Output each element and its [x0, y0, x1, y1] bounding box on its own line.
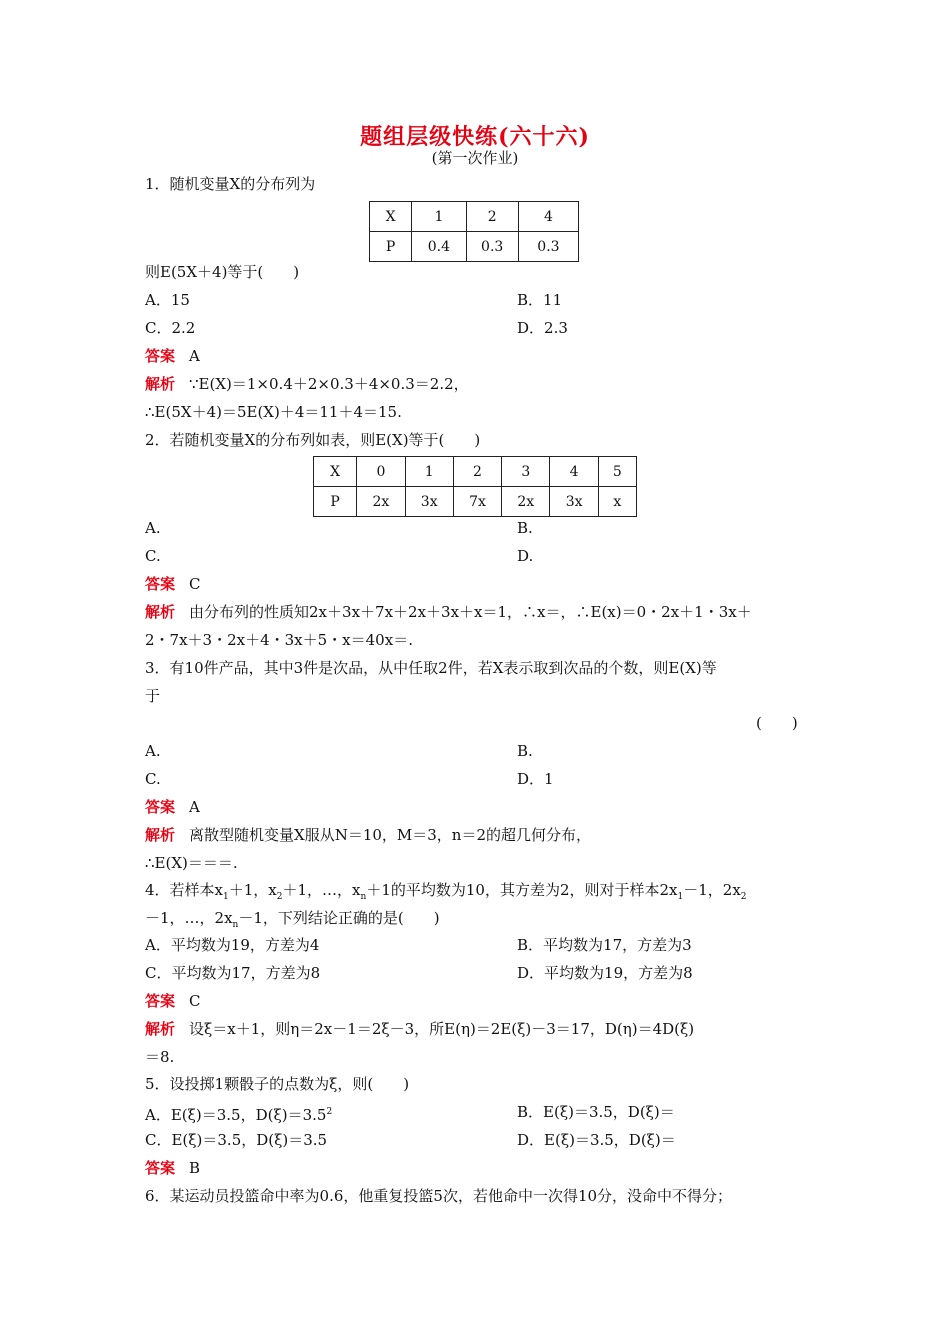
stem-text: ＋1的平均数为10，其方差为2，则对于样本2x: [366, 881, 678, 899]
q6-stem: 6．某运动员投篮命中率为0.6，他重复投篮5次，若他命中一次得10分，没命中不得分；: [145, 1187, 733, 1205]
option-text: A．E(ξ)＝3.5，D(ξ)＝3.5: [145, 1106, 327, 1124]
q2-distribution-table: [313, 456, 637, 517]
q1-analysis: [145, 374, 469, 394]
table-cell: 2x: [357, 487, 405, 517]
q4-analysis: [145, 1019, 694, 1039]
table-cell: X: [314, 457, 357, 487]
answer-value: A: [189, 347, 200, 365]
q3-answer: [145, 797, 200, 817]
q2-option-a: A.: [145, 519, 161, 537]
analysis-label: 解析: [145, 1020, 176, 1038]
q1-option-c: C．2.2: [145, 319, 196, 337]
table-cell: 0.3: [466, 232, 518, 262]
table-cell: 4: [518, 202, 578, 232]
q3-stem-line-2: 于: [145, 687, 161, 705]
q2-stem: 2．若随机变量X的分布列如表，则E(X)等于( ): [145, 431, 481, 449]
q3-stem: 3．有10件产品，其中3件是次品，从中任取2件，若X表示取到次品的个数，则E(X)等: [145, 659, 717, 677]
table-cell: 4: [550, 457, 598, 487]
page-subtitle: (第一次作业): [431, 149, 519, 167]
table-row: [314, 487, 637, 517]
q2-answer: [145, 574, 201, 594]
q2-analysis-line-2: 2・7x＋3・2x＋4・3x＋5・x＝40x＝.: [145, 631, 413, 649]
answer-label: 答案: [145, 347, 176, 365]
stem-text: 4．若样本x: [145, 881, 224, 899]
q4-option-d: D．平均数为19，方差为8: [517, 964, 693, 982]
answer-label: 答案: [145, 575, 176, 593]
page-title: 题组层级快练(六十六): [360, 124, 590, 150]
table-cell: 2: [453, 457, 501, 487]
q2-option-d: D.: [517, 547, 534, 565]
q1-analysis-line-2: ∴E(5X＋4)＝5E(X)＋4＝11＋4＝15.: [145, 403, 402, 421]
q5-option-a: [145, 1102, 332, 1125]
q5-option-b: B．E(ξ)＝3.5，D(ξ)＝: [517, 1103, 675, 1121]
answer-label: 答案: [145, 1159, 176, 1177]
table-cell: X: [370, 202, 412, 232]
q4-option-c: C．平均数为17，方差为8: [145, 964, 321, 982]
subscript: 1: [677, 892, 684, 902]
table-cell: 2x: [502, 487, 550, 517]
table-row: [370, 232, 579, 262]
analysis-text: ∵E(X)＝1×0.4＋2×0.3＋4×0.3＝2.2，: [189, 375, 469, 393]
q2-analysis: [145, 602, 752, 622]
table-row: [314, 457, 637, 487]
subscript: n: [360, 892, 367, 902]
table-cell: 1: [412, 202, 466, 232]
q3-analysis-line-2: ∴E(X)＝＝＝.: [145, 854, 238, 872]
subscript: 1: [223, 892, 229, 902]
q4-stem: [145, 880, 747, 907]
q5-option-c: C．E(ξ)＝3.5，D(ξ)＝3.5: [145, 1131, 328, 1149]
q4-option-b: B．平均数为17，方差为3: [517, 936, 692, 954]
q4-stem-line-2: [145, 908, 440, 935]
q4-analysis-line-2: ＝8.: [145, 1048, 175, 1066]
stem-text: －1，下列结论正确的是( ): [238, 909, 440, 927]
table-cell: 3x: [550, 487, 598, 517]
answer-value: A: [189, 798, 200, 816]
subscript: 2: [276, 892, 283, 902]
stem-text: －1，…，2x: [145, 909, 233, 927]
q5-stem: 5．设投掷1颗骰子的点数为ξ，则( ): [145, 1075, 410, 1093]
q3-option-c: C.: [145, 770, 161, 788]
table-cell: 3x: [405, 487, 453, 517]
q3-option-d: D．1: [517, 770, 554, 788]
subscript: 2: [740, 892, 747, 902]
table-cell: 5: [598, 457, 636, 487]
q5-option-d: D．E(ξ)＝3.5，D(ξ)＝: [517, 1131, 676, 1149]
q1-option-a: A．15: [145, 291, 190, 309]
answer-value: C: [189, 992, 201, 1010]
q1-stem: 1．随机变量X的分布列为: [145, 175, 316, 193]
table-cell: 3: [502, 457, 550, 487]
analysis-label: 解析: [145, 603, 176, 621]
answer-value: B: [189, 1159, 201, 1177]
q1-answer: [145, 346, 200, 366]
table-cell: P: [314, 487, 357, 517]
analysis-label: 解析: [145, 826, 176, 844]
answer-label: 答案: [145, 992, 176, 1010]
q1-option-b: B．11: [517, 291, 563, 309]
superscript: 2: [326, 1107, 333, 1117]
stem-text: ＋1，…，x: [282, 881, 361, 899]
q4-option-a: A．平均数为19，方差为4: [145, 936, 320, 954]
table-cell: 1: [405, 457, 453, 487]
q5-answer: [145, 1158, 200, 1178]
table-cell: 0.3: [518, 232, 578, 262]
q1-question: 则E(5X＋4)等于( ): [145, 263, 300, 281]
table-cell: 0: [357, 457, 405, 487]
table-cell: x: [598, 487, 636, 517]
subscript: n: [232, 920, 239, 930]
analysis-text: 由分布列的性质知2x＋3x＋7x＋2x＋3x＋x＝1，∴x＝，∴E(x)＝0・2x＋1・3x＋: [189, 603, 752, 621]
table-cell: 2: [466, 202, 518, 232]
table-cell: P: [370, 232, 412, 262]
q2-option-c: C.: [145, 547, 161, 565]
q3-answer-paren: ( ): [756, 714, 798, 732]
analysis-label: 解析: [145, 375, 176, 393]
stem-text: －1，2x: [683, 881, 741, 899]
answer-value: C: [189, 575, 201, 593]
q3-option-b: B.: [517, 742, 533, 760]
q4-answer: [145, 991, 201, 1011]
q1-option-d: D．2.3: [517, 319, 568, 337]
q2-option-b: B.: [517, 519, 533, 537]
q3-analysis: [145, 825, 591, 845]
table-row: [370, 202, 579, 232]
answer-label: 答案: [145, 798, 176, 816]
table-cell: 7x: [453, 487, 501, 517]
analysis-text: 设ξ＝x＋1，则η＝2x－1＝2ξ－3，所E(η)＝2E(ξ)－3＝17，D(η)＝4D(ξ): [189, 1020, 695, 1038]
q3-option-a: A.: [145, 742, 161, 760]
analysis-text: 离散型随机变量X服从N＝10，M＝3，n＝2的超几何分布，: [189, 826, 592, 844]
stem-text: ＋1，x: [228, 881, 277, 899]
table-cell: 0.4: [412, 232, 466, 262]
q1-distribution-table: [369, 201, 579, 262]
